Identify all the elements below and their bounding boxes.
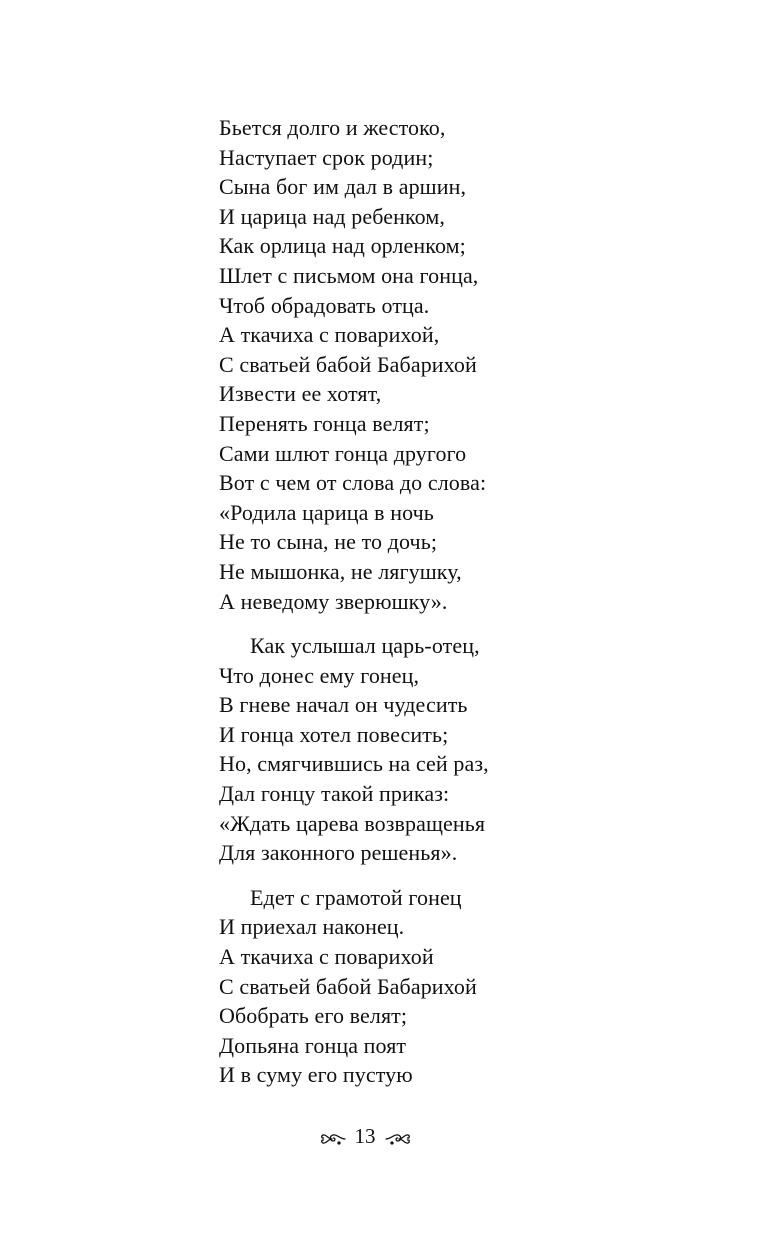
poem-line: Сами шлют гонца другого xyxy=(219,440,467,466)
poem-line: И царица над ребенком, xyxy=(219,203,445,229)
poem-line: Бьется долго и жестоко, xyxy=(219,115,446,140)
poem-text xyxy=(219,113,699,1090)
poem-line: Не то сына, не то дочь; xyxy=(219,529,438,555)
poem-line: Как орлица над орленком; xyxy=(219,233,466,259)
poem-line: Допьяна гонца поят xyxy=(219,1032,407,1058)
poem-line: Обобрать его велят; xyxy=(219,1003,408,1029)
poem-line: И гонца хотел повесить; xyxy=(219,721,449,747)
poem-line: А ткачиха с поварихой, xyxy=(219,322,440,348)
poem-line: И приехал наконец. xyxy=(219,914,405,940)
poem-line: В гневе начал он чудесить xyxy=(219,692,468,718)
poem-line: Для законного решенья». xyxy=(219,840,458,866)
stanza-3 xyxy=(219,883,699,1090)
poem-line: Едет с грамотой гонец xyxy=(250,884,462,910)
poem-line: Сына бог им дал в аршин, xyxy=(219,174,467,200)
poem-line: С сватьей бабой Бабарихой xyxy=(219,351,477,377)
floral-ornament-right-icon xyxy=(385,1127,411,1145)
page-footer xyxy=(0,1120,730,1150)
poem-line: С сватьей бабой Бабарихой xyxy=(219,973,477,999)
poem-line: Шлет с письмом она гонца, xyxy=(219,262,479,288)
poem-line: Как услышал царь-отец, xyxy=(250,633,480,659)
poem-line: Перенять гонца велят; xyxy=(219,410,430,436)
stanza-2 xyxy=(219,631,699,868)
poem-line: Вот с чем от слова до слова: xyxy=(219,470,487,496)
poem-line: Наступает срок родин; xyxy=(219,144,434,170)
poem-line: «Родила царица в ночь xyxy=(219,499,434,525)
page-number: 13 xyxy=(354,1124,376,1149)
poem-line: И в суму его пустую xyxy=(219,1062,413,1088)
poem-line: Дал гонцу такой приказ: xyxy=(219,781,450,807)
poem-line: «Ждать царева возвращенья xyxy=(219,810,486,836)
stanza-1 xyxy=(219,113,699,616)
poem-line: А ткачиха с поварихой xyxy=(219,944,434,970)
poem-line: Извести ее хотят, xyxy=(219,381,382,407)
poem-line: А неведому зверюшку». xyxy=(219,588,448,614)
floral-ornament-left-icon xyxy=(320,1127,346,1145)
poem-line: Что донес ему гонец, xyxy=(219,662,420,688)
poem-line: Но, смягчившись на сей раз, xyxy=(219,751,489,777)
poem-line: Не мышонка, не лягушку, xyxy=(219,558,462,584)
poem-line: Чтоб обрадовать отца. xyxy=(219,292,430,318)
